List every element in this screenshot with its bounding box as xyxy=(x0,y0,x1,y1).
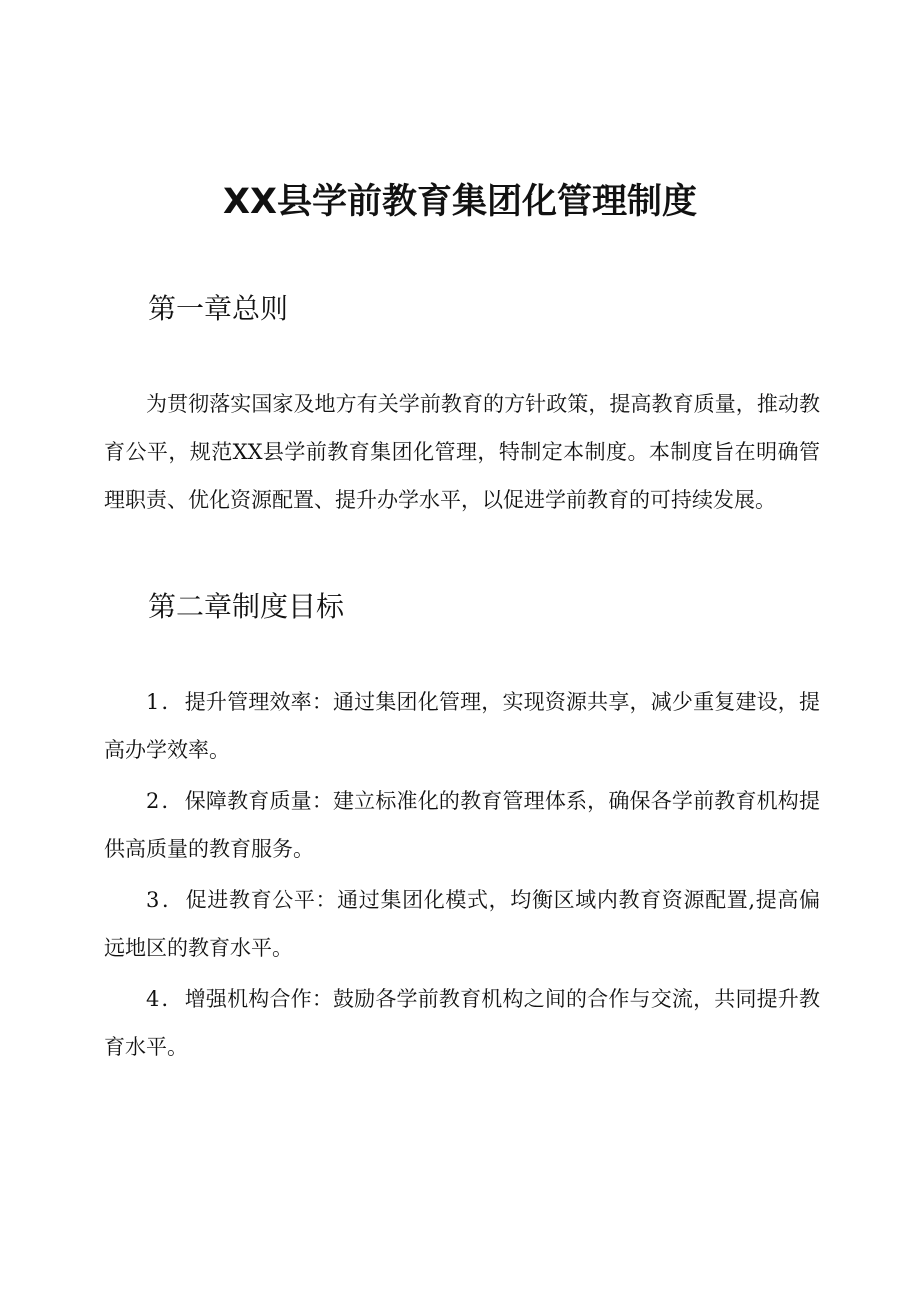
list-item-text: 提升管理效率：通过集团化管理，实现资源共享，减少重复建设，提高办学效率。 xyxy=(104,690,820,762)
chapter2-heading: 第二章制度目标 xyxy=(148,590,345,623)
list-item xyxy=(104,777,820,873)
list-item xyxy=(104,975,820,1071)
list-item-text: 增强机构合作：鼓励各学前教育机构之间的合作与交流，共同提升教育水平。 xyxy=(104,987,820,1059)
list-item-number: 4． xyxy=(146,987,185,1011)
list-item-number: 2． xyxy=(146,789,185,813)
chapter1-heading: 第一章总则 xyxy=(148,292,289,325)
list-item-text: 保障教育质量：建立标准化的教育管理体系，确保各学前教育机构提供高质量的教育服务。 xyxy=(104,789,820,861)
list-item xyxy=(104,876,820,972)
chapter1-paragraph: 为贯彻落实国家及地方有关学前教育的方针政策，提高教育质量，推动教育公平，规范XX县学前教育集团化管理，特制定本制度。本制度旨在明确管理职责、优化资源配置、提升办学水平，以促进学前教育的可持续发展。 xyxy=(104,392,820,512)
document-title: XX县学前教育集团化管理制度 xyxy=(223,182,697,222)
list-item-number: 3． xyxy=(146,888,186,912)
list-item xyxy=(104,678,820,774)
list-item-number: 1． xyxy=(146,690,185,714)
list-item-text: 促进教育公平：通过集团化模式，均衡区域内教育资源配置,提高偏远地区的教育水平。 xyxy=(104,888,820,960)
goal-list xyxy=(104,678,820,1074)
